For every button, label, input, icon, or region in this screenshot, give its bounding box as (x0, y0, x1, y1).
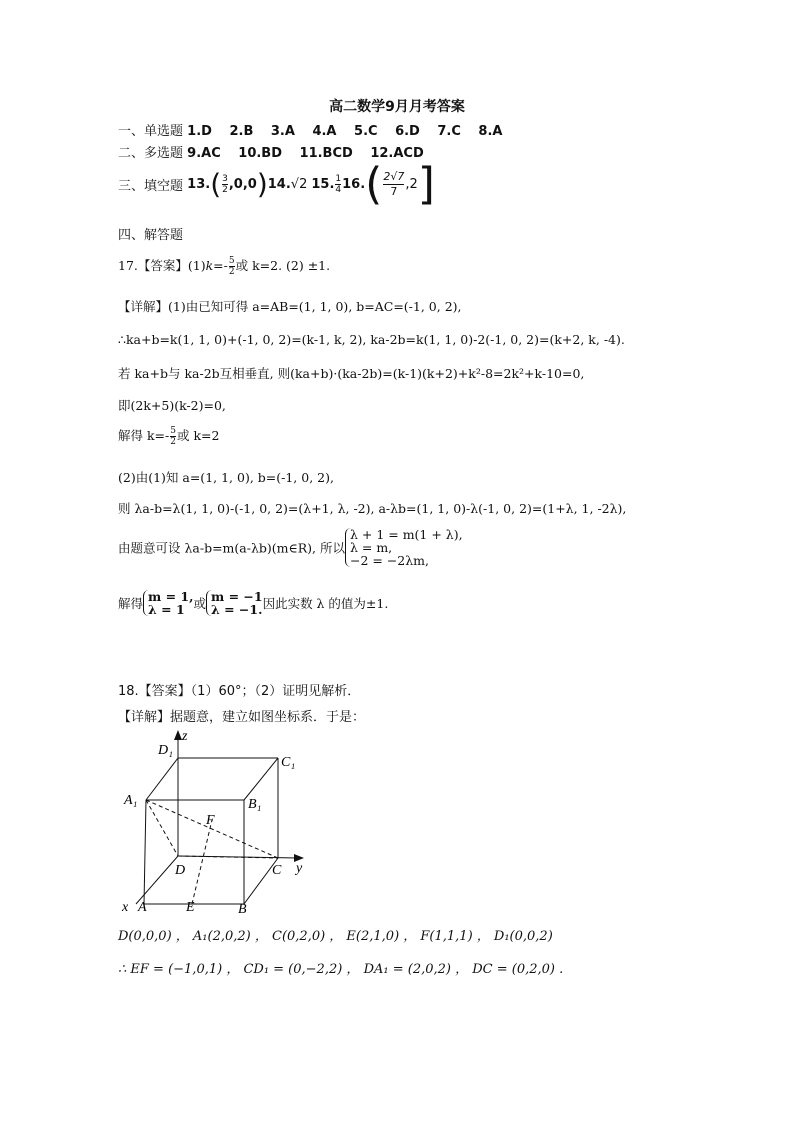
line-text: 解得 k=- (118, 428, 170, 443)
q17-k: k=- (205, 258, 228, 273)
q18-coords-points: D(0,0,0) ， A₁(2,0,2) ， C(0,2,0) ， E(2,1,0) ， F(1,1,1) ， D₁(0,0,2) (118, 929, 553, 944)
q17-answer-tail: 或 k=2. (2) ±1. (235, 258, 331, 273)
q15-label: 15. (311, 177, 335, 192)
label-d1: D₁ (158, 743, 173, 758)
q17-fraction: $\frac{5}{2}$ (228, 256, 235, 277)
page-title: 高二数学9月月考答案 (329, 99, 465, 115)
q17-detail-line-1 (118, 297, 462, 315)
label-x: x (122, 900, 129, 915)
bracket-close: ] (417, 158, 435, 210)
q14-label: 14. (267, 177, 291, 192)
paren-open: ( (210, 167, 222, 201)
line-text: 解得 (118, 596, 144, 611)
q13-fraction: $\frac{3}{2}$ (222, 174, 228, 195)
line-text: 或 (193, 596, 206, 611)
label-e: E (186, 900, 195, 915)
q17-answer-head: 17.【答案】(1) (118, 258, 206, 273)
label-a1: A₁ (124, 793, 138, 808)
q18-detail: 【详解】据题意，建立如图坐标系．于是： (118, 710, 366, 725)
section-answers: 9.AC 10.BD 11.BCD 12.ACD (187, 146, 424, 161)
q16-fraction: $\frac{2√7}{7}$ (383, 170, 405, 198)
q17-answer (118, 256, 330, 277)
q18-answer: 18.【答案】（1）60°；（2）证明见解析． (118, 684, 361, 699)
equation-system: m = 1, λ = 1 (143, 590, 193, 616)
edge-b1c1 (244, 758, 278, 800)
label-z: z (182, 729, 188, 744)
label-b1: B₁ (248, 797, 262, 812)
label-y: y (296, 861, 303, 876)
line-text: (1)由已知可得 a=AB=(1, 1, 0), b=AC=(-1, 0, 2), (168, 299, 462, 314)
q13-rest: ,0,0 (228, 177, 257, 192)
label-a: A (138, 900, 147, 915)
label-c1: C₁ (281, 755, 296, 770)
line-text: 或 k=2 (176, 428, 220, 443)
front-face (144, 800, 244, 904)
cube-diagram (118, 728, 318, 918)
q13-label: 13. (187, 177, 211, 192)
q17-detail-line-4: 即(2k+5)(k-2)=0, (118, 398, 226, 413)
line-text: 由题意可设 λa-b=m(a-λb)(m∈R), 所以 (118, 540, 345, 556)
paren-close: ) (256, 167, 268, 201)
section-label: 二、多选题 (118, 146, 184, 161)
section-label: 一、单选题 (118, 124, 184, 139)
detail-label: 【详解】 (118, 299, 169, 314)
q17-detail-line-9 (118, 590, 388, 616)
line-text: 因此实数 λ 的值为±1. (262, 596, 389, 611)
q16-rest: ,2 (405, 177, 418, 192)
section-label: 三、填空题 (118, 179, 184, 194)
equation-system: λ + 1 = m(1 + λ), λ = m, −2 = −2λm, (345, 528, 463, 567)
label-c: C (272, 863, 282, 878)
q17-detail-line-6: (2)由(1)知 a=(1, 1, 0), b=(-1, 0, 2), (118, 470, 334, 485)
edge-a1d (146, 800, 178, 856)
q17-detail-line-8 (118, 528, 463, 567)
z-arrow (174, 730, 182, 740)
q17-detail-line-7: 则 λa-b=λ(1, 1, 0)-(-1, 0, 2)=(λ+1, λ, -2), a-λb=(1, 1, 0)-λ(-1, 0, 2)=(1+λ, 1, -2λ), (118, 501, 627, 516)
q17-detail-line-2: ∴ka+b=k(1, 1, 0)+(-1, 0, 2)=(k-1, k, 2), ka-2b=k(1, 1, 0)-2(-1, 0, 2)=(k+2, k, -4). (118, 332, 625, 347)
q17-detail-line-5 (118, 426, 219, 447)
y-axis (178, 856, 298, 858)
q14-value: √2 (290, 177, 308, 192)
label-f: F (206, 813, 215, 828)
q16-label: 16. (342, 177, 366, 192)
label-d: D (175, 863, 186, 878)
section-fill-blank (118, 158, 435, 210)
q17-detail-line-3: 若 ka+b与 ka-2b互相垂直, 则(ka+b)·(ka-2b)=(k-1)(k+2)+k²-8=2k²+k-10=0, (118, 366, 585, 381)
section-answers: 1.D 2.B 3.A 4.A 5.C 6.D 7.C 8.A (187, 124, 503, 139)
q18-coords-vectors: ∴ EF = (−1,0,1) ， CD₁ = (0,−2,2) ， DA₁ = (2,0,2) ， DC = (0,2,0) . (118, 962, 564, 977)
fraction: $\frac{5}{2}$ (170, 426, 176, 447)
section-single-choice (118, 120, 502, 139)
section-solutions: 四、解答题 (118, 228, 184, 243)
label-b: B (238, 902, 247, 917)
equation-system: m = −1 λ = −1. (206, 590, 263, 616)
q15-fraction: $\frac{1}{4}$ (335, 174, 342, 195)
edge-ef (192, 820, 212, 904)
edge-a1d1 (146, 758, 178, 800)
x-axis (136, 856, 178, 904)
paren-open: ( (365, 158, 383, 210)
